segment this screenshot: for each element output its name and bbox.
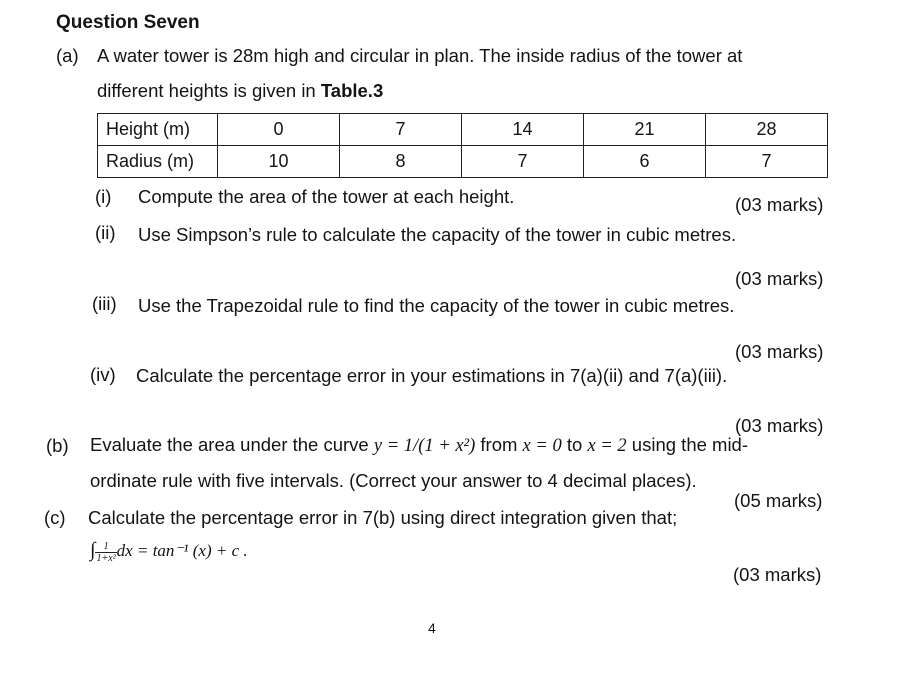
item-iv-marks: (03 marks) xyxy=(735,415,824,436)
radius-cell: 10 xyxy=(218,146,340,178)
integral-formula xyxy=(90,539,248,564)
item-i-text: Compute the area of the tower at each height. xyxy=(138,186,515,207)
radius-header: Radius (m) xyxy=(98,146,218,178)
lower-limit: x = 0 xyxy=(522,436,562,456)
radius-cell: 8 xyxy=(340,146,462,178)
part-a-line2 xyxy=(97,80,383,102)
question-title: Question Seven xyxy=(56,12,200,33)
height-cell: 14 xyxy=(462,114,584,146)
item-ii-marks: (03 marks) xyxy=(735,268,824,289)
upper-limit: x = 2 xyxy=(587,436,627,456)
item-i-marks: (03 marks) xyxy=(735,194,824,215)
table-row-height xyxy=(98,114,828,146)
item-iv-label: (iv) xyxy=(90,364,116,385)
curve-formula: y = 1/(1 + x²) xyxy=(373,436,476,456)
item-iii-marks: (03 marks) xyxy=(735,341,824,362)
height-cell: 28 xyxy=(706,114,828,146)
part-b-pre: Evaluate the area under the curve xyxy=(90,434,374,455)
table-reference: Table.3 xyxy=(320,80,384,101)
part-a-label: (a) xyxy=(56,45,79,66)
radius-table xyxy=(97,113,828,178)
part-b-line2: ordinate rule with five intervals. (Correct your answer to 4 decimal places). xyxy=(90,470,697,491)
height-cell: 21 xyxy=(584,114,706,146)
fraction-numerator: 1 xyxy=(95,541,116,553)
item-iv-text: Calculate the percentage error in your estimations in 7(a)(ii) and 7(a)(iii). xyxy=(136,365,728,386)
integrand-fraction xyxy=(95,541,116,564)
item-ii-text: Use Simpson’s rule to calculate the capacity of the tower in cubic metres. xyxy=(138,224,737,245)
item-i-label: (i) xyxy=(95,186,112,207)
table-row-radius xyxy=(98,146,828,178)
part-c-line1: Calculate the percentage error in 7(b) using direct integration given that; xyxy=(88,507,678,528)
page-number: 4 xyxy=(428,620,436,636)
integral-rest: dx = tan⁻¹ (x) + c . xyxy=(116,541,248,560)
part-a-line2-text: different heights is given in xyxy=(97,80,321,101)
part-c-label: (c) xyxy=(44,507,66,528)
item-iii-text: Use the Trapezoidal rule to find the capacity of the tower in cubic metres. xyxy=(138,295,735,316)
height-cell: 7 xyxy=(340,114,462,146)
part-b-mid: from xyxy=(475,434,523,455)
part-b-marks: (05 marks) xyxy=(734,490,823,511)
part-b-post: using the mid- xyxy=(626,434,749,455)
part-b-to: to xyxy=(561,434,588,455)
item-iii-label: (iii) xyxy=(92,293,117,314)
part-a-line1: A water tower is 28m high and circular in plan. The inside radius of the tower at xyxy=(97,45,743,66)
height-cell: 0 xyxy=(218,114,340,146)
radius-cell: 7 xyxy=(462,146,584,178)
part-b-line1 xyxy=(90,434,748,457)
item-ii-label: (ii) xyxy=(95,222,116,243)
part-c-marks: (03 marks) xyxy=(733,564,822,585)
part-b-label: (b) xyxy=(46,435,69,456)
radius-cell: 6 xyxy=(584,146,706,178)
fraction-denominator: 1+x² xyxy=(96,552,116,564)
height-header: Height (m) xyxy=(98,114,218,146)
integral-sign: ∫ xyxy=(90,539,96,561)
radius-cell: 7 xyxy=(706,146,828,178)
